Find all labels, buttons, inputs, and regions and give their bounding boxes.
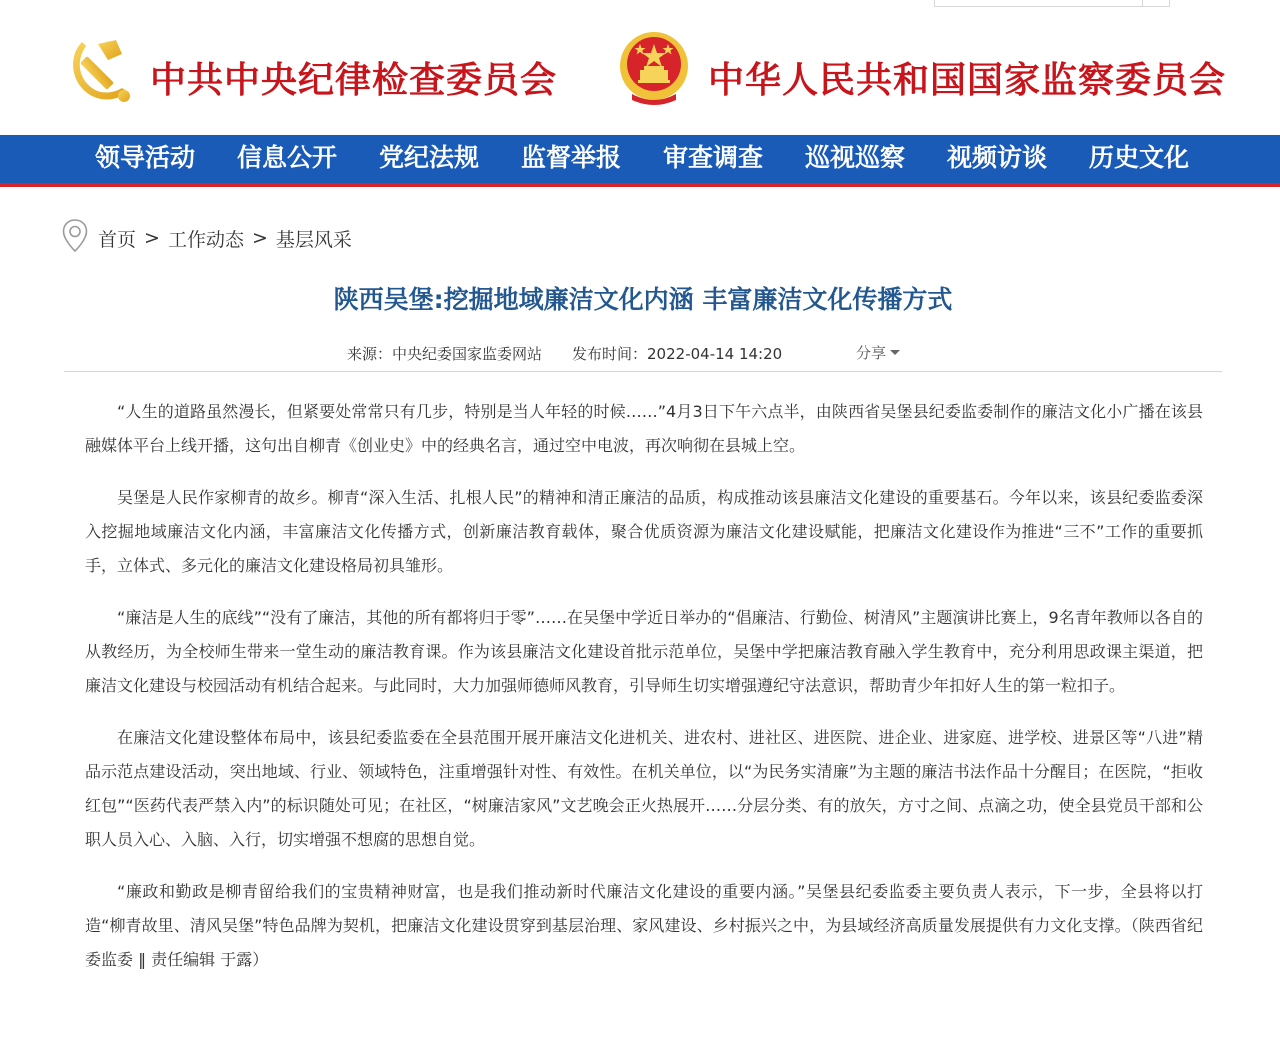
article-paragraph: 在廉洁文化建设整体布局中，该县纪委监委在全县范围开展开廉洁文化进机关、进农村、进社区、进医院、进企业、进家庭、进学校、进景区等“八进”精品示范点建设活动，突出地域、行业、领域特色，注重增强针对性、有效性。在机关单位，以“为民务实清廉”为主题的廉洁书法作品十分醒目；在医院，“拒收红包”“医药代表严禁入内”的标识随处可见；在社区，“树廉洁家风”文艺晚会正火热展开……分层分类、有的放矢，方寸之间、点滴之功，使全县党员干部和公职人员入心、入脑、入行，切实增强不想腐的思想自觉。 — [85, 728, 1203, 849]
breadcrumb-separator: > — [144, 227, 160, 249]
share-button[interactable] — [856, 342, 900, 363]
national-emblem-icon — [618, 30, 690, 112]
nav-item-report[interactable]: 监督举报 — [520, 143, 621, 172]
location-pin-icon — [62, 219, 88, 257]
article-source: 来源：中央纪委国家监委网站 — [347, 345, 543, 363]
breadcrumb-separator: > — [251, 227, 268, 249]
title-divider — [64, 371, 1222, 372]
nav-item-history[interactable]: 历史文化 — [1088, 143, 1189, 172]
party-emblem-icon — [64, 34, 136, 110]
nav-item-leadership[interactable]: 领导活动 — [94, 143, 195, 172]
cpc-discipline-commission-title: 中共中央纪律检查委员会 — [150, 59, 558, 101]
breadcrumb-home-link[interactable]: 首页 — [98, 228, 137, 251]
share-label: 分享 — [856, 344, 887, 362]
nav-item-investigation[interactable]: 审查调查 — [662, 143, 763, 172]
article-body — [85, 395, 1203, 995]
article-meta — [347, 343, 782, 364]
article-paragraph: “人生的道路虽然漫长，但紧要处常常只有几步，特别是当人年轻的时候……”4月3日下午六点半，由陕西省吴堡县纪委监委制作的廉洁文化小广播在该县融媒体平台上线开播，这句出自柳青《创业史》中的经典名言，通过空中电波，再次响彻在县城上空。 — [85, 402, 1203, 455]
chevron-down-icon — [890, 350, 900, 355]
article-paragraph: 吴堡是人民作家柳青的故乡。柳青“深入生活、扎根人民”的精神和清正廉洁的品质，构成推动该县廉洁文化建设的重要基石。今年以来，该县纪委监委深入挖掘地域廉洁文化内涵，丰富廉洁文化传播方式，创新廉洁教育载体，聚合优质资源为廉洁文化建设赋能，把廉洁文化建设作为推进“三不”工作的重要抓手，立体式、多元化的廉洁文化建设格局初具雏形。 — [85, 488, 1203, 575]
article-publish-time: 发布时间：2022-04-14 14:20 — [572, 345, 783, 363]
article-paragraph: “廉政和勤政是柳青留给我们的宝贵精神财富，也是我们推动新时代廉洁文化建设的重要内涵。”吴堡县纪委监委主要负责人表示，下一步，全县将以打造“柳青故里、清风吴堡”特色品牌为契机，把廉洁文化建设贯穿到基层治理、家风建设、乡村振兴之中，为县域经济高质量发展提供有力文化支撑。（陕西省纪委监委 ‖ 责任编辑 于露） — [85, 882, 1203, 969]
nav-item-video[interactable]: 视频访谈 — [946, 143, 1047, 172]
article-title: 陕西吴堡:挖掘地域廉洁文化内涵 丰富廉洁文化传播方式 — [333, 285, 953, 314]
nav-item-regulations[interactable]: 党纪法规 — [378, 143, 479, 172]
national-supervision-commission-title: 中华人民共和国国家监察委员会 — [708, 59, 1227, 101]
breadcrumb — [62, 220, 352, 256]
breadcrumb-work-news-link[interactable]: 工作动态 — [167, 228, 244, 251]
breadcrumb-grassroots-link[interactable]: 基层风采 — [275, 228, 352, 251]
site-header — [0, 0, 1280, 135]
nav-item-information[interactable]: 信息公开 — [236, 143, 337, 172]
main-navigation — [0, 135, 1280, 187]
nav-item-inspection[interactable]: 巡视巡察 — [804, 143, 905, 172]
article-paragraph: “廉洁是人生的底线”“没有了廉洁，其他的所有都将归于零”……在吴堡中学近日举办的“倡廉洁、行勤俭、树清风”主题演讲比赛上，9名青年教师以各自的从教经历，为全校师生带来一堂生动的廉洁教育课。作为该县廉洁文化建设首批示范单位，吴堡中学把廉洁教育融入学生教育中，充分利用思政课主渠道，把廉洁文化建设与校园活动有机结合起来。与此同时，大力加强师德师风教育，引导师生切实增强遵纪守法意识，帮助青少年扣好人生的第一粒扣子。 — [85, 608, 1203, 695]
